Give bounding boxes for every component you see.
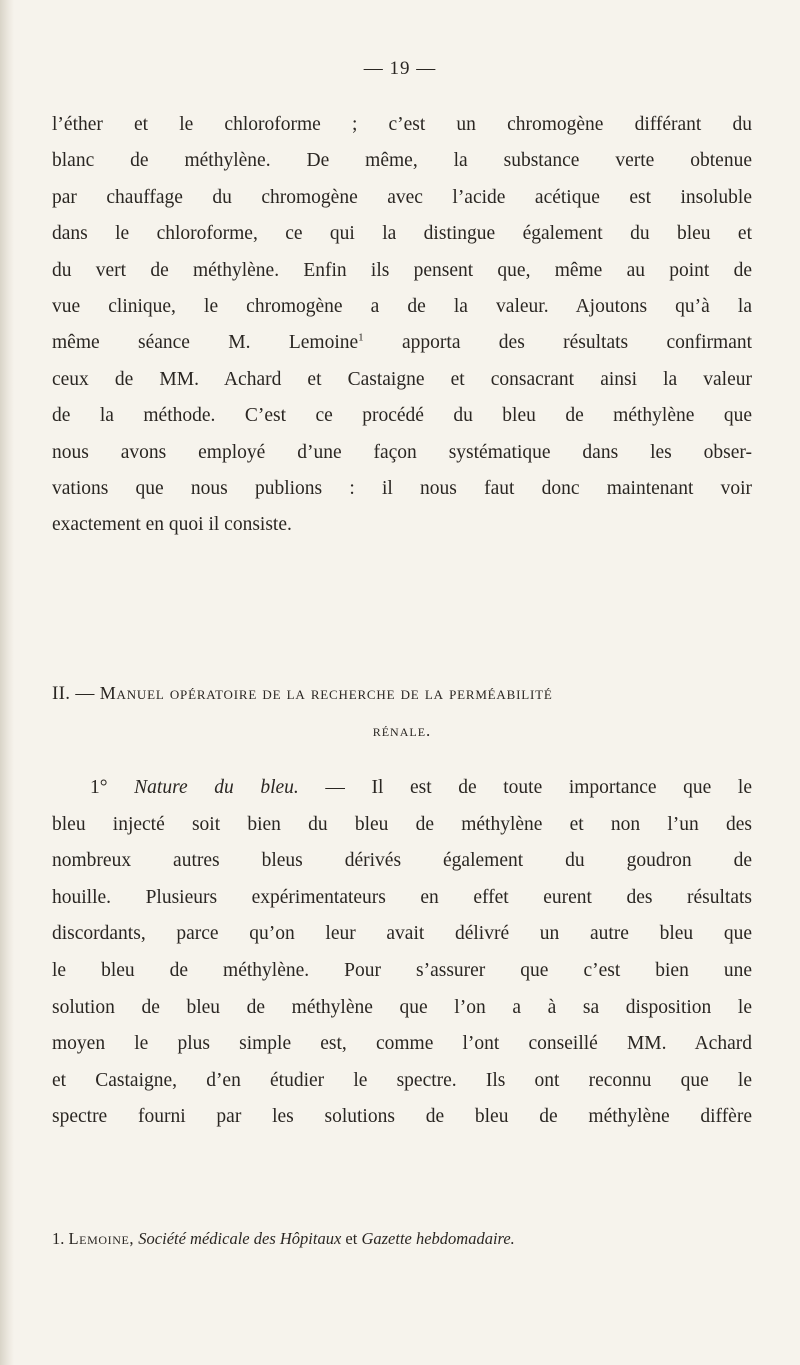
text-line-lead <box>52 770 752 807</box>
page-number: — 19 — <box>363 58 437 79</box>
text-fragment: — Il est de toute importance que le <box>325 777 752 798</box>
text-line: l’éther et le chloroforme ; c’est un chromogène différant du <box>52 114 752 135</box>
footnote-source: Société médicale des Hôpitaux <box>138 1229 342 1248</box>
text-line: et Castaigne, d’en étudier le spectre. Ils ont reconnu que le <box>52 1069 752 1091</box>
footnote-number: 1. <box>52 1229 65 1248</box>
text-fragment: apporta des résultats confirmant <box>402 332 753 354</box>
text-line-with-footnote <box>52 325 752 361</box>
paragraph-2 <box>52 770 752 1136</box>
text-line: nous avons employé d’une façon systématique dans les obser- <box>52 441 752 463</box>
text-fragment: même séance M. Lemoine <box>52 332 359 354</box>
text-line: ceux de MM. Achard et Castaigne et consacrant ainsi la valeur <box>52 368 752 390</box>
text-line: du vert de méthylène. Enfin ils pensent que, même au point de <box>52 259 752 281</box>
footnote-connector: et <box>345 1229 358 1248</box>
section-heading <box>52 677 752 747</box>
footnote-source: Gazette hebdomadaire. <box>361 1229 515 1248</box>
section-title-continued: rénale. <box>372 721 432 740</box>
text-line: exactement en quoi il consiste. <box>52 514 292 536</box>
text-line: solution de bleu de méthylène que l’on a à sa disposition le <box>52 996 752 1018</box>
footnote-author: Lemoine, <box>68 1229 135 1248</box>
paragraph-1 <box>52 107 752 544</box>
text-line: par chauffage du chromogène avec l’acide acétique est insoluble <box>52 186 752 208</box>
text-line: spectre fourni par les solutions de bleu de méthylène diffère <box>52 1106 752 1128</box>
text-line: blanc de méthylène. De même, la substance verte obtenue <box>52 150 752 172</box>
text-line: dans le chloroforme, ce qui la distingue également du bleu et <box>52 223 752 245</box>
item-number: 1° <box>90 777 108 798</box>
section-number: II. — <box>52 683 95 704</box>
text-line: vations que nous publions : il nous faut donc maintenant voir <box>52 478 752 500</box>
text-line: bleu injecté soit bien du bleu de méthylène et non l’un des <box>52 813 752 835</box>
text-line: de la méthode. C’est ce procédé du bleu de méthylène que <box>52 405 752 427</box>
section-heading-line-1 <box>52 677 752 710</box>
text-line: moyen le plus simple est, comme l’ont conseillé MM. Achard <box>52 1033 752 1055</box>
item-title: Nature du bleu. <box>134 777 299 798</box>
text-line: vue clinique, le chromogène a de la valeur. Ajoutons qu’à la <box>52 296 752 318</box>
footnote <box>52 1228 752 1250</box>
footnote-marker: 1 <box>358 331 364 344</box>
text-line: nombreux autres bleus dérivés également du goudron de <box>52 850 752 872</box>
text-line: discordants, parce qu’on leur avait délivré un autre bleu que <box>52 923 752 945</box>
section-title: Manuel opératoire de la recherche de la perméabilité <box>99 683 553 703</box>
text-line: le bleu de méthylène. Pour s’assurer que c’est bien une <box>52 959 752 981</box>
text-line: houille. Plusieurs expérimentateurs en effet eurent des résultats <box>52 886 752 908</box>
